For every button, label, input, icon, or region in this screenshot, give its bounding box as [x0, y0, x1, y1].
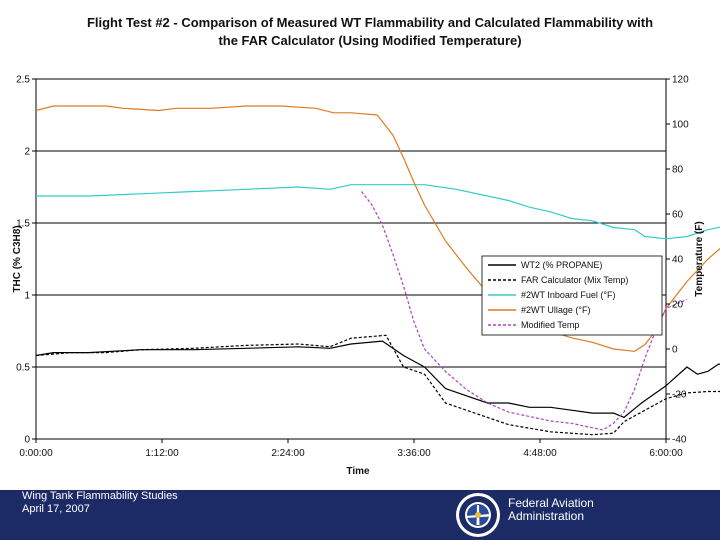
legend-label: #2WT Ullage (°F): [521, 305, 591, 315]
x-tick-label: 3:36:00: [397, 448, 431, 459]
footer-left-text: [22, 490, 178, 516]
y-left-tick-label: 0.5: [16, 362, 30, 374]
y-left-tick-label: 1: [24, 290, 30, 302]
legend-label: FAR Calculator (Mix Temp): [521, 275, 629, 285]
y-right-tick-label: 100: [672, 119, 689, 131]
footer-bar: [0, 490, 720, 540]
y-left-tick-label: 1.5: [16, 218, 30, 230]
x-tick-label: 2:24:00: [271, 448, 305, 459]
legend-label: Modified Temp: [521, 320, 580, 330]
footer-date: April 17, 2007: [22, 503, 90, 515]
footer-right-text: [508, 497, 594, 523]
chart-title-line-1: Flight Test #2 - Comparison of Measured WT Flammability and Calculated Flammability with: [86, 15, 654, 30]
legend-label: WT2 (% PROPANE): [521, 260, 603, 270]
x-axis-title: Time: [346, 466, 370, 477]
y-right-tick-label: 0: [672, 344, 678, 356]
y-right-tick-label: 20: [672, 299, 684, 311]
x-tick-label: 6:00:00: [649, 448, 683, 459]
y-right-tick-label: 60: [672, 209, 684, 221]
chart-title-line-2: the FAR Calculator (Using Modified Temperature): [218, 33, 522, 48]
y-left-tick-label: 0: [24, 434, 30, 446]
x-tick-label: 4:48:00: [523, 448, 557, 459]
y-left-tick-label: 2.5: [16, 74, 30, 86]
y-axis-right-title: Temperature (F): [694, 221, 705, 297]
y-right-tick-label: 120: [672, 74, 689, 86]
legend: [482, 256, 662, 335]
legend-label: #2WT Inboard Fuel (°F): [521, 290, 616, 300]
y-right-tick-label: -20: [672, 389, 687, 401]
y-left-tick-label: 2: [24, 146, 30, 158]
footer-study-title: Wing Tank Flammability Studies: [22, 490, 178, 502]
y-right-tick-label: 40: [672, 254, 684, 266]
x-tick-label: 1:12:00: [145, 448, 179, 459]
footer-org-line-1: Federal Aviation: [508, 496, 594, 510]
footer-org-line-2: Administration: [508, 509, 585, 523]
y-axis-left-title: THC (% C3H8): [12, 225, 23, 293]
x-tick-label: 0:00:00: [19, 448, 53, 459]
y-right-tick-label: 80: [672, 164, 684, 176]
y-right-tick-label: -40: [672, 434, 687, 446]
faa-seal-icon: [455, 492, 501, 538]
